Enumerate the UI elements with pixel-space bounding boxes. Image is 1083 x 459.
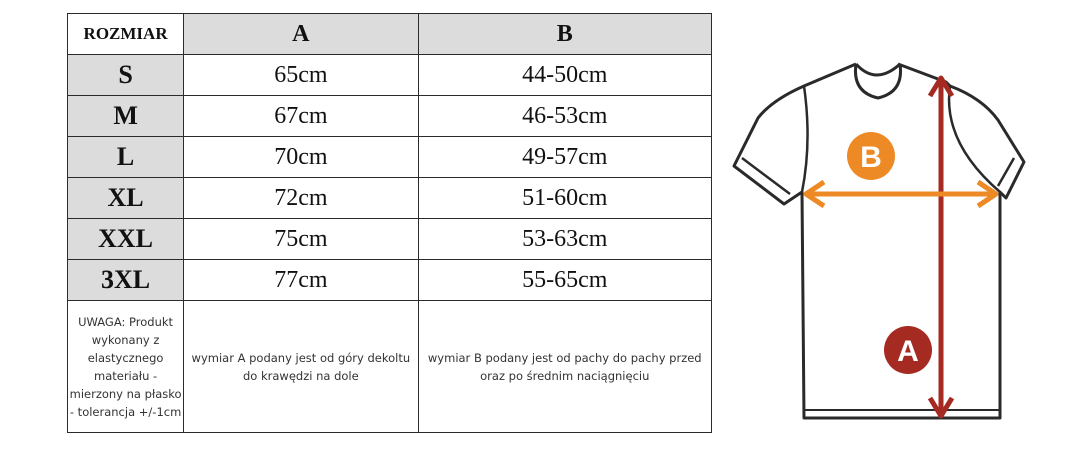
badge-b-label: B [860, 141, 882, 174]
measure-a-cell: 65cm [184, 55, 418, 96]
size-chart-table [67, 13, 712, 433]
size-cell: S [68, 55, 184, 96]
measure-a-cell: 75cm [184, 219, 418, 260]
tshirt-outline-icon [733, 62, 1028, 418]
size-cell: XXL [68, 219, 184, 260]
measure-b-cell: 51-60cm [418, 178, 711, 219]
header-size: ROZMIAR [68, 14, 184, 55]
measure-a-cell: 67cm [184, 96, 418, 137]
tshirt-body-icon [734, 64, 1024, 418]
size-cell: 3XL [68, 260, 184, 301]
badge-a-label: A [897, 335, 919, 368]
measure-b-cell: 49-57cm [418, 137, 711, 178]
tshirt-measurement-diagram [728, 52, 1028, 428]
note-measure-b: wymiar B podany jest od pachy do pachy przed oraz po średnim naciągnięciu [418, 301, 711, 433]
badge-b [847, 132, 895, 180]
table-row [68, 96, 712, 137]
note-material: UWAGA: Produkt wykonany z elastycznego materiału - mierzony na płasko - tolerancja +/-1cm [68, 301, 184, 433]
measure-b-cell: 44-50cm [418, 55, 711, 96]
table-row [68, 260, 712, 301]
table-row [68, 178, 712, 219]
measure-a-cell: 72cm [184, 178, 418, 219]
measure-b-arrow-icon [806, 182, 996, 206]
measure-b-cell: 55-65cm [418, 260, 711, 301]
table-header-row [68, 14, 712, 55]
measure-a-arrow-icon [930, 78, 952, 416]
header-b: B [418, 14, 711, 55]
measure-b-cell: 53-63cm [418, 219, 711, 260]
measure-b-cell: 46-53cm [418, 96, 711, 137]
header-a: A [184, 14, 418, 55]
notes-row [68, 301, 712, 433]
tshirt-collar-icon [855, 64, 900, 98]
table-row [68, 55, 712, 96]
size-cell: M [68, 96, 184, 137]
note-measure-a: wymiar A podany jest od góry dekoltu do krawędzi na dole [184, 301, 418, 433]
badge-a [884, 326, 932, 374]
measure-a-cell: 77cm [184, 260, 418, 301]
table-row [68, 137, 712, 178]
measure-a-cell: 70cm [184, 137, 418, 178]
table-row [68, 219, 712, 260]
size-cell: L [68, 137, 184, 178]
size-cell: XL [68, 178, 184, 219]
